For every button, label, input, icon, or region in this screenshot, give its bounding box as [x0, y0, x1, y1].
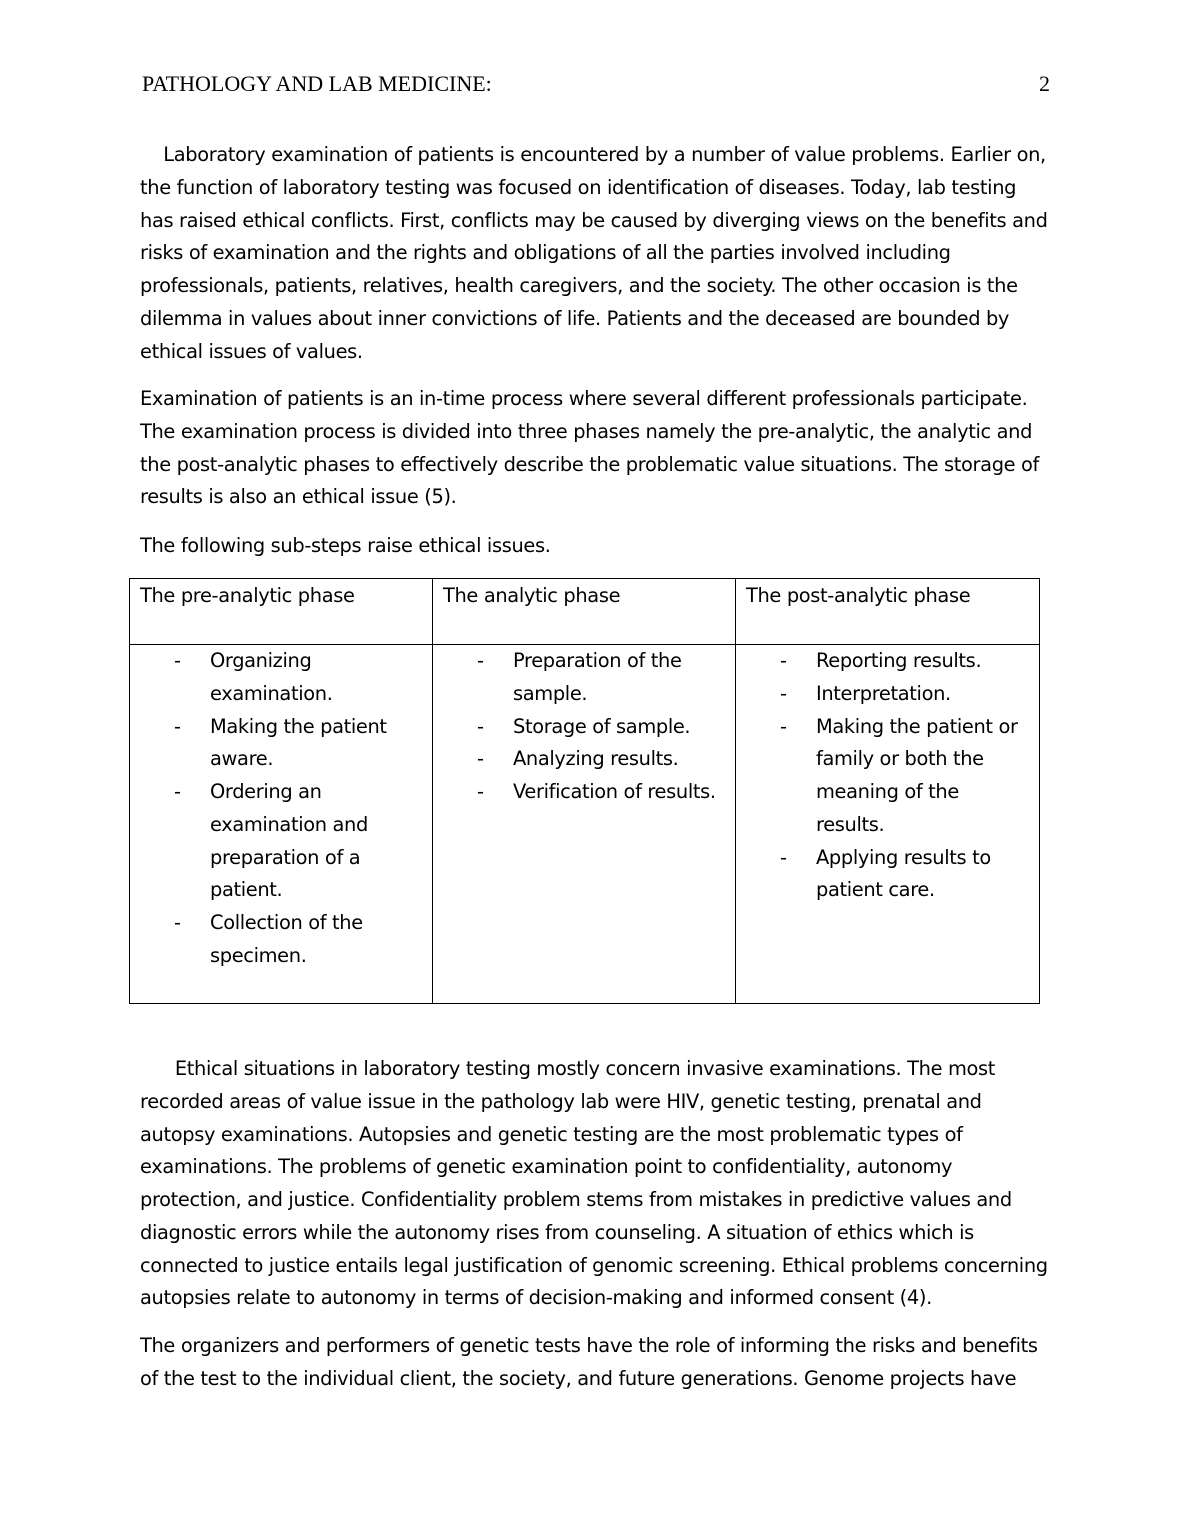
paragraph-ethical-situations: Ethical situations in laboratory testing mostly concern invasive examinations. The most recorded areas of value issue in the pathology lab were HIV, genetic testing, prenatal and autopsy examinations. Autopsies and genetic testing are the most problematic types of examinations. The problems of genetic examination point to confidentiality, autonomy protection, and justice. Confidentiality problem stems from mistakes in predictive values and diagnostic errors while the autonomy rises from counseling. A situation of ethics which is connected to justice entails legal justification of genomic screening. Ethical problems concerning autopsies relate to autonomy in terms of decision-making and informed consent (4).: [140, 1057, 1048, 1310]
post-analytic-list: [736, 645, 1039, 907]
list-item: [130, 776, 432, 907]
list-item-text: Storage of sample.: [513, 714, 691, 738]
dash-bullet: -: [780, 681, 787, 705]
list-item: [433, 743, 735, 776]
table-header-row: [130, 579, 1040, 645]
pre-analytic-cell: [130, 645, 433, 1004]
dash-bullet: -: [780, 845, 787, 869]
list-item: [736, 711, 1039, 842]
list-item-text: Making the patient aware.: [210, 714, 387, 771]
list-item-text: Analyzing results.: [513, 747, 679, 771]
phase-table: [129, 578, 1040, 1004]
pre-analytic-heading: The pre-analytic phase: [140, 584, 355, 607]
list-item-text: Applying results to patient care.: [816, 845, 991, 902]
list-item-text: Preparation of the sample.: [513, 649, 682, 705]
dash-bullet: -: [477, 747, 484, 771]
paragraph-table-intro: The following sub-steps raise ethical issues.: [140, 534, 551, 557]
table-header-cell: [130, 579, 433, 645]
table-body-row: [130, 645, 1040, 1004]
list-item: [433, 776, 735, 809]
list-item: [433, 711, 735, 744]
post-analytic-heading: The post-analytic phase: [746, 584, 971, 607]
dash-bullet: -: [780, 649, 787, 672]
list-item-text: Interpretation.: [816, 681, 951, 705]
list-item: [736, 645, 1039, 678]
paragraph-intro: Laboratory examination of patients is encountered by a number of value problems. Earlier on, the function of laboratory testing was focused on identification of diseases. Today, lab testing has raised ethical conflicts. First, conflicts may be caused by diverging views on the benefits and risks of examination and the rights and obligations of all the parties involved including professionals, patients, relatives, health caregivers, and the society. The other occasion is the dilemma in values about inner convictions of life. Patients and the deceased are bounded by ethical issues of values.: [140, 143, 1048, 363]
list-item-text: Verification of results.: [513, 780, 716, 803]
list-item: [130, 645, 432, 711]
paragraph-genetic-tests: The organizers and performers of genetic tests have the role of informing the risks and benefits of the test to the individual client, the society, and future generations. Genome projects have: [140, 1334, 1038, 1390]
analytic-cell: [433, 645, 736, 1004]
dash-bullet: -: [174, 780, 181, 803]
list-item-text: Ordering an examination and preparation of a patient.: [210, 780, 368, 902]
dash-bullet: -: [174, 911, 181, 934]
analytic-list: [433, 645, 735, 809]
paragraph-examination-process: Examination of patients is an in-time process where several different professionals participate. The examination process is divided into three phases namely the pre-analytic, the analytic and the post-analytic phases to effectively describe the problematic value situations. The storage of results is also an ethical issue (5).: [140, 387, 1040, 509]
list-item-text: Organizing examination.: [210, 649, 333, 705]
table-header-cell: [736, 579, 1040, 645]
list-item-text: Making the patient or family or both the meaning of the results.: [816, 714, 1018, 836]
list-item: [130, 907, 432, 973]
table-header-cell: [433, 579, 736, 645]
list-item-text: Reporting results.: [816, 649, 982, 672]
dash-bullet: -: [477, 714, 484, 738]
pre-analytic-list: [130, 645, 432, 973]
dash-bullet: -: [477, 649, 484, 672]
list-item: [433, 645, 735, 711]
post-analytic-cell: [736, 645, 1040, 1004]
dash-bullet: -: [780, 714, 787, 738]
list-item: [736, 678, 1039, 711]
header-title: PATHOLOGY AND LAB MEDICINE:: [142, 71, 492, 96]
page-number: 2: [1039, 71, 1050, 96]
list-item-text: Collection of the specimen.: [210, 911, 363, 967]
dash-bullet: -: [174, 714, 181, 738]
list-item: [736, 842, 1039, 908]
dash-bullet: -: [477, 780, 484, 803]
analytic-heading: The analytic phase: [443, 584, 621, 607]
dash-bullet: -: [174, 649, 181, 672]
list-item: [130, 711, 432, 777]
